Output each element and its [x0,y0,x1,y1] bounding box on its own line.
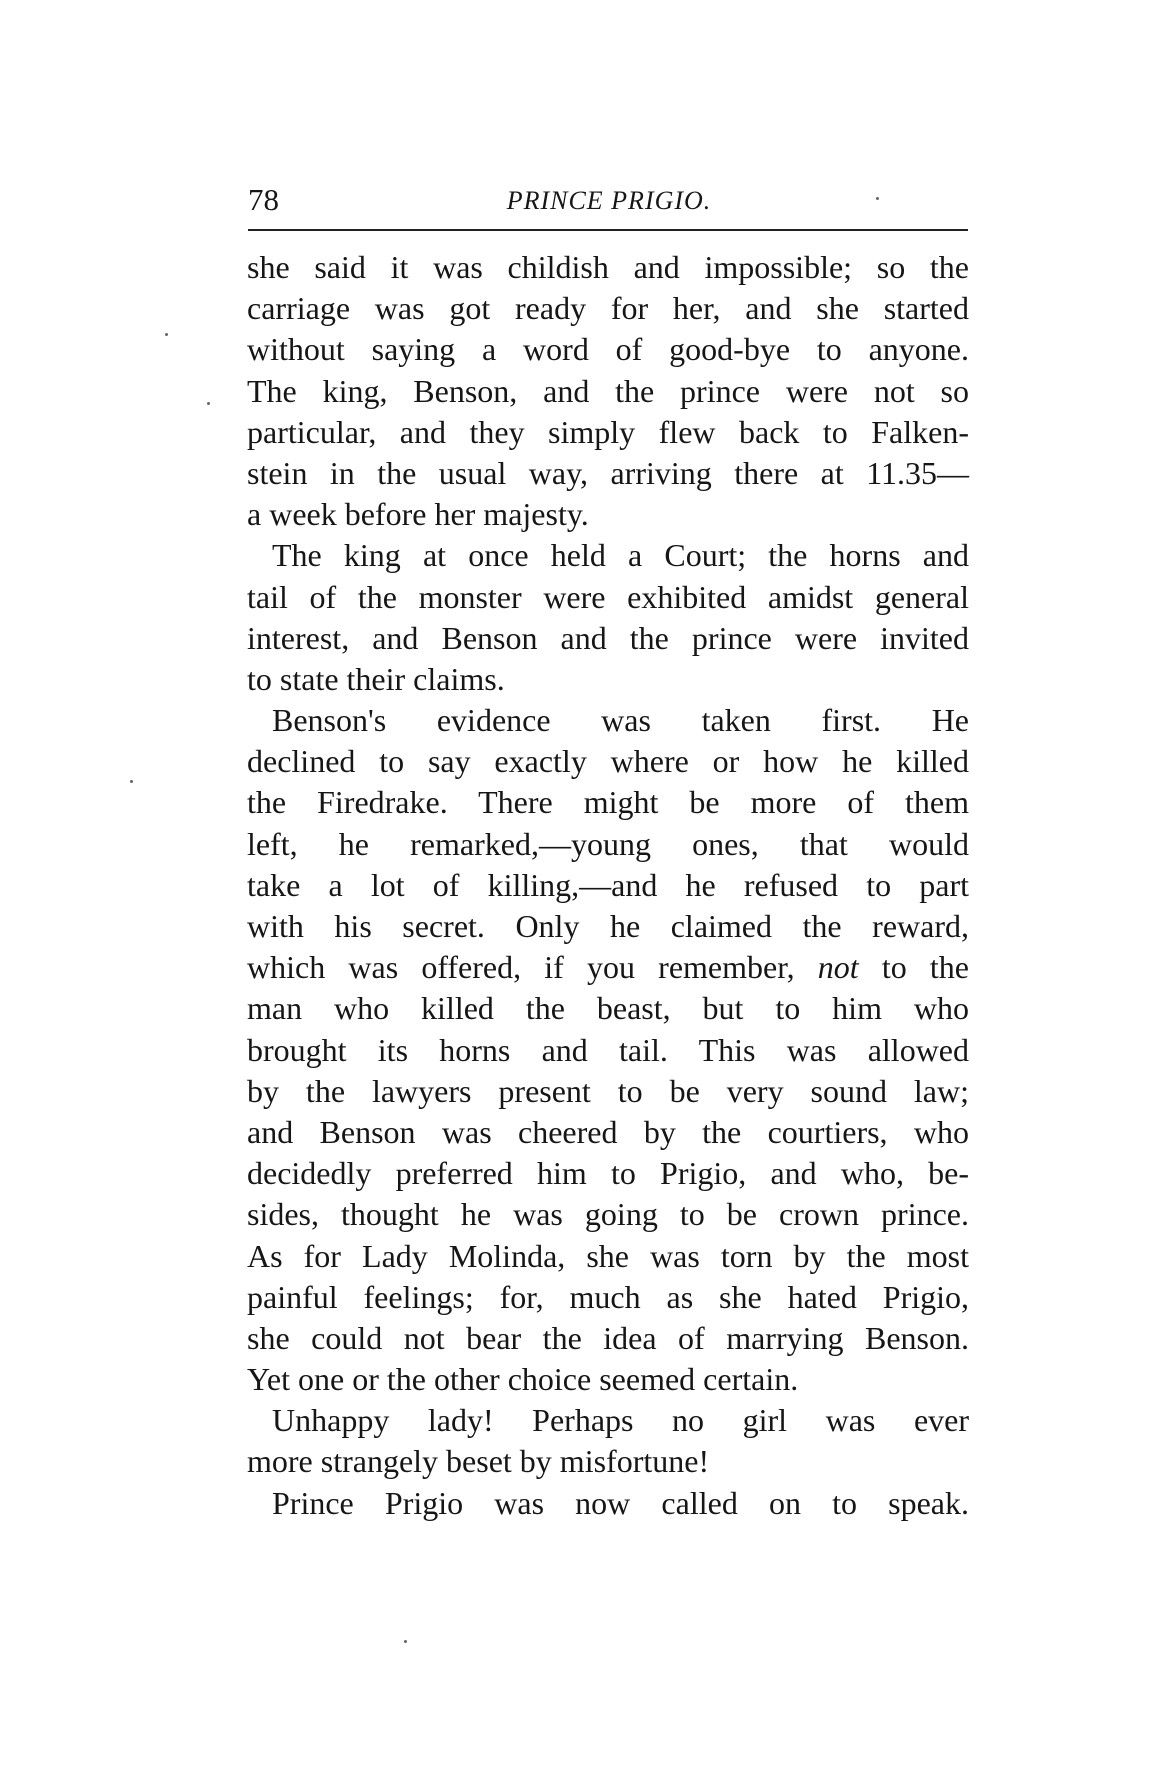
text-line: and Benson was cheered by the courtiers, who [247,1113,969,1150]
scan-speck [876,197,879,200]
text-line: she said it was childish and impossible; so the [247,249,969,285]
scan-speck [165,333,168,336]
text-line: she could not bear the idea of marrying Benson. [247,1319,969,1356]
body-text [247,247,969,1524]
text-line: As for Lady Molinda, she was torn by the most [247,1237,969,1274]
text-line: stein in the usual way, arriving there at 11.35— [247,454,969,491]
text-line: left, he remarked,—young ones, that would [247,825,969,862]
text-line: tail of the monster were exhibited amidst general [247,578,969,615]
text-line: carriage was got ready for her, and she started [247,290,969,327]
text-line: decidedly preferred him to Prigio, and who, be- [247,1155,969,1192]
text-line: take a lot of killing,—and he refused to part [247,866,969,903]
text-line: which was offered, if you remember, not to the [247,949,970,986]
text-line: more strangely beset by misfortune! [247,1443,710,1480]
text-line: brought its horns and tail. This was allowed [247,1031,969,1068]
text-line: Prince Prigio was now called on to speak. [272,1484,969,1521]
text-line: the Firedrake. There might be more of them [247,784,969,821]
text-line: to state their claims. [247,660,505,697]
text-line: declined to say exactly where or how he killed [247,743,969,780]
text-line: particular, and they simply flew back to Falken- [247,413,969,450]
text-line: The king at once held a Court; the horns and [272,537,969,574]
text-line: Yet one or the other choice seemed certain. [247,1361,799,1398]
text-line: with his secret. Only he claimed the reward, [247,908,969,944]
text-line: sides, thought he was going to be crown prince. [247,1196,969,1233]
scan-speck [207,402,210,405]
text-line: The king, Benson, and the prince were not so [247,372,969,409]
text-line: painful feelings; for, much as she hated Prigio, [247,1278,969,1315]
page-header [248,180,970,230]
text-line: a week before her majesty. [247,496,589,533]
running-title: PRINCE PRIGIO. [506,186,712,215]
scan-speck [130,780,133,783]
text-line: man who killed the beast, but to him who [247,990,969,1027]
header-rule [248,229,968,231]
scan-speck [404,1640,407,1643]
text-line: without saying a word of good-bye to anyone. [247,331,969,368]
text-line: by the lawyers present to be very sound law; [247,1072,969,1109]
text-line: Benson's evidence was taken first. He [272,702,969,739]
text-line: Unhappy lady! Perhaps no girl was ever [272,1402,969,1439]
text-line: interest, and Benson and the prince were invited [247,619,969,656]
page-number: 78 [248,182,279,217]
emphasis: not [817,949,859,986]
